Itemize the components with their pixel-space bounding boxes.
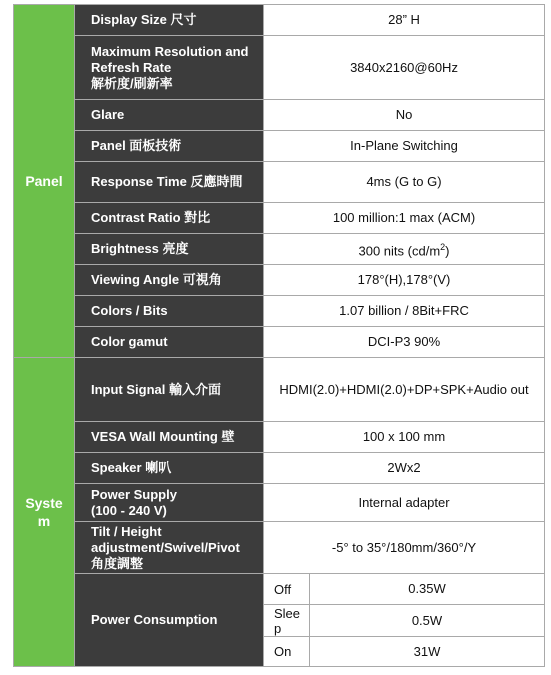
value-text-end: ) — [445, 243, 450, 259]
row-label: Glare — [75, 100, 264, 131]
table-row — [14, 484, 545, 522]
table-row — [14, 296, 545, 327]
row-value: 1.07 billion / 8Bit+FRC — [264, 296, 545, 327]
row-label-line: Power Supply — [91, 486, 177, 502]
row-label — [75, 484, 264, 522]
row-value: 100 x 100 mm — [264, 422, 545, 453]
table-row — [14, 5, 545, 36]
table-row — [14, 574, 545, 605]
row-value: 3840x2160@60Hz — [264, 36, 545, 100]
table-row — [14, 422, 545, 453]
power-value: 31W — [310, 637, 545, 667]
row-label: VESA Wall Mounting 壁 — [75, 422, 264, 453]
table-row — [14, 162, 545, 203]
table-row — [14, 234, 545, 265]
table-row — [14, 100, 545, 131]
row-value: HDMI(2.0)+HDMI(2.0)+DP+SPK+Audio out — [264, 358, 545, 422]
row-value — [264, 234, 545, 265]
value-superscript: 2 — [440, 241, 446, 252]
row-value: 28” H — [264, 5, 545, 36]
row-label-line: Maximum Resolution and Refresh Rate — [91, 43, 249, 75]
row-value: 100 million:1 max (ACM) — [264, 203, 545, 234]
table-row — [14, 131, 545, 162]
row-value: 2Wx2 — [264, 453, 545, 484]
row-value: No — [264, 100, 545, 131]
row-value: DCI-P3 90% — [264, 327, 545, 358]
table-row — [14, 327, 545, 358]
row-value: 178°(H),178°(V) — [264, 265, 545, 296]
row-label: Input Signal 輸入介面 — [75, 358, 264, 422]
table-row — [14, 522, 545, 574]
row-label: Speaker 喇叭 — [75, 453, 264, 484]
row-label: Display Size 尺寸 — [75, 5, 264, 36]
table-row — [14, 358, 545, 422]
table-row — [14, 453, 545, 484]
power-consumption-label: Power Consumption — [75, 574, 264, 667]
power-mode — [264, 605, 310, 637]
row-label-line: Tilt / Height adjustment/Swivel/Pivot — [91, 523, 240, 555]
row-label: Contrast Ratio 對比 — [75, 203, 264, 234]
row-label: Panel 面板技術 — [75, 131, 264, 162]
row-label: Brightness 亮度 — [75, 234, 264, 265]
power-mode-text: Sleep — [274, 605, 301, 636]
table-row — [14, 265, 545, 296]
value-text: 300 nits (cd/m — [358, 243, 441, 259]
row-label: Color gamut — [75, 327, 264, 358]
row-value: -5° to 35°/180mm/360°/Y — [264, 522, 545, 574]
row-label: Colors / Bits — [75, 296, 264, 327]
row-label — [75, 36, 264, 100]
category-panel: Panel — [14, 5, 75, 358]
row-label — [75, 522, 264, 574]
row-value: In-Plane Switching — [264, 131, 545, 162]
row-label-line2: (100 - 240 V) — [91, 502, 167, 518]
power-mode: On — [264, 637, 310, 667]
row-label-cn: 角度調整 — [91, 555, 144, 571]
power-mode: Off — [264, 574, 310, 605]
row-label: Viewing Angle 可視角 — [75, 265, 264, 296]
row-value: 4ms (G to G) — [264, 162, 545, 203]
power-value: 0.5W — [310, 605, 545, 637]
row-label-cn: 解析度/刷新率 — [91, 75, 173, 91]
table-row — [14, 203, 545, 234]
row-label: Response Time 反應時間 — [75, 162, 264, 203]
spec-table — [13, 4, 545, 667]
power-value: 0.35W — [310, 574, 545, 605]
table-row — [14, 36, 545, 100]
category-system: System — [14, 358, 75, 667]
row-value: Internal adapter — [264, 484, 545, 522]
